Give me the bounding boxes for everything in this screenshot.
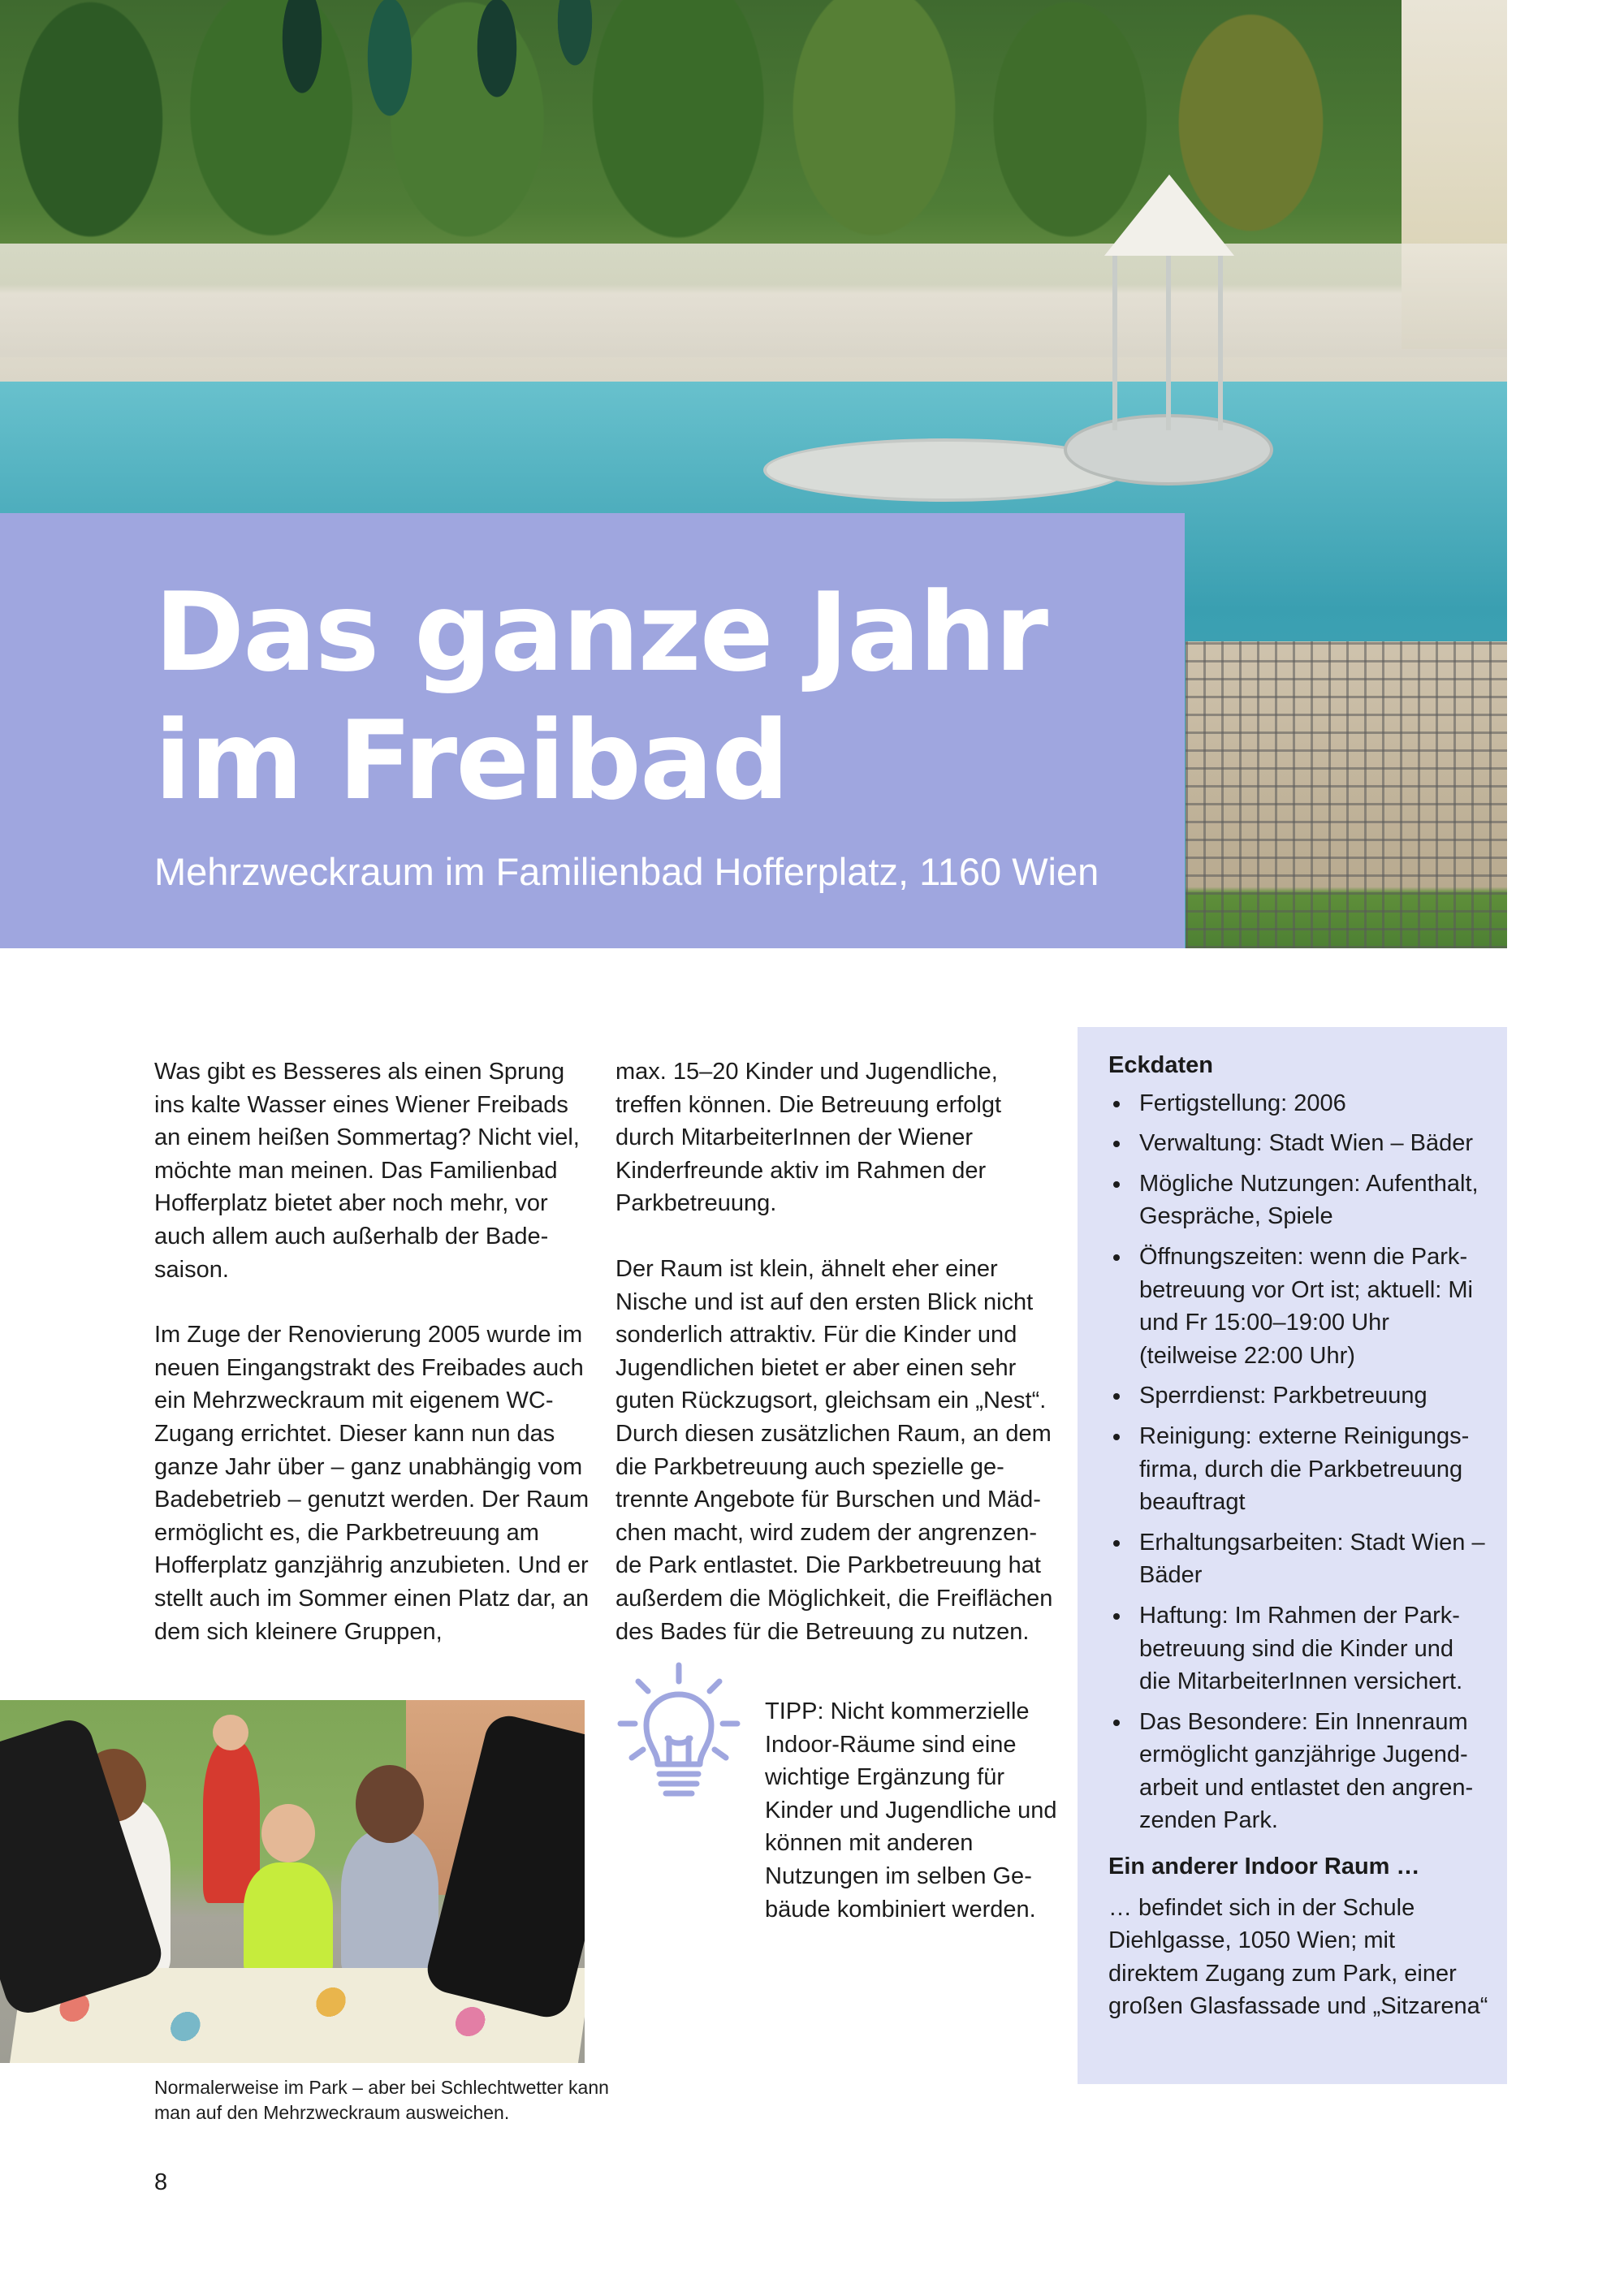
fact-item: Haftung: Im Rahmen der Parkbetreuung sind die Kinder und die MitarbeiterInnen versichert. bbox=[1108, 1599, 1490, 1698]
fact-item: Das Besondere: Ein Innenraum ermöglicht ganzjährige Jugendarbeit und entlastet den angrenzenden Park. bbox=[1108, 1706, 1490, 1837]
paragraph: Im Zuge der Renovierung 2005 wurde im neuen Eingangstrakt des Freibades auch ein Mehrzweckraum mit eigenem WC-Zugang errichtet. Dieser kann nun das ganze Jahr über – ganz unabhängig vom Badebetrieb – genutzt werden. Der Raum ermöglicht es, die Parkbetreuung am Hofferplatz ganzjährig anzubieten. Und er stellt auch im Sommer einen Platz dar, an dem sich kleinere Gruppen, bbox=[154, 1322, 590, 1645]
fact-box-heading: Eckdaten bbox=[1108, 1052, 1213, 1078]
person bbox=[341, 1830, 438, 1976]
tip-text: TIPP: Nicht kommerzielle Indoor-Räume sind eine wichtige Ergänzung für Kinder und Jugendliche und können mit anderen Nutzungen im selben Gebäude kombiniert werden. bbox=[765, 1698, 1057, 1923]
title-line-2: im Freibad bbox=[154, 697, 788, 824]
page-number: 8 bbox=[154, 2169, 168, 2195]
head bbox=[356, 1765, 424, 1843]
gazebo-pole bbox=[1112, 256, 1117, 430]
photo-caption: Normalerweise im Park – aber bei Schlechtwetter kann man auf den Mehrzweckraum ausweichen. bbox=[154, 2077, 609, 2123]
foreground-leaves bbox=[244, 0, 731, 146]
fact-item: Erhaltungsarbeiten: Stadt Wien – Bäder bbox=[1108, 1526, 1490, 1592]
gazebo-pole bbox=[1218, 256, 1223, 430]
paragraph: Der Raum ist klein, ähnelt eher einer Nische und ist auf den ersten Blick nicht sonderlich attraktiv. Für die Kinder und Jugendlichen bietet er aber einen sehr guten Rückzugsort, gleichsam ein „Nest“. Durch diesen zusätzlichen Raum, an dem die Parkbetreuung auch spezielle getrennte Angebote für Burschen und Mädchen macht, wird zudem der angrenzende Park entlastet. Die Parkbetreuung hat außerdem die Möglichkeit, die Freiflächen des Bades für die Betreuung zu nutzen. bbox=[615, 1255, 1053, 1645]
gazebo-pole bbox=[1166, 256, 1171, 430]
paragraph: Was gibt es Besseres als einen Sprung ins kalte Wasser eines Wiener Freibads an einem heißen Sommertag? Nicht viel, möchte man meinen. Das Familienbad Hofferplatz bietet aber noch mehr, vor auch allem auch außerhalb der Badesaison. bbox=[154, 1059, 580, 1283]
gazebo-roof bbox=[1104, 175, 1234, 256]
fact-item: Öffnungszeiten: wenn die Parkbetreuung vor Ort ist; aktuell: Mi und Fr 15:00–19:00 Uhr (teilweise 22:00 Uhr) bbox=[1108, 1241, 1490, 1372]
page-subtitle: Mehrzweckraum im Familienbad Hofferplatz, 1160 Wien bbox=[154, 850, 1099, 893]
head bbox=[213, 1715, 248, 1750]
page-title bbox=[154, 568, 1129, 825]
text-column-2 bbox=[615, 1055, 1054, 1648]
fact-box-text: … befindet sich in der Schule Diehlgasse, 1050 Wien; mit direktem Zugang zum Park, einer großen Glasfassade und „Sitzarena“ bbox=[1108, 1894, 1488, 2020]
fact-item: Mögliche Nutzungen: Aufenthalt, Gespräche, Spiele bbox=[1108, 1167, 1490, 1233]
head bbox=[261, 1804, 315, 1862]
person bbox=[244, 1862, 333, 1976]
fact-item: Sperrdienst: Parkbetreuung bbox=[1108, 1379, 1490, 1413]
fence bbox=[1186, 641, 1507, 948]
title-line-1: Das ganze Jahr bbox=[154, 569, 1047, 696]
fact-list bbox=[1108, 1087, 1490, 1837]
fact-item: Fertigstellung: 2006 bbox=[1108, 1087, 1490, 1120]
text-column-1 bbox=[154, 1055, 593, 1648]
paragraph: max. 15–20 Kinder und Jugendliche, treffen können. Die Betreuung erfolgt durch MitarbeiterInnen der Wiener Kinderfreunde aktiv im Rahmen der Parkbetreuung. bbox=[615, 1059, 1002, 1217]
fact-item: Verwaltung: Stadt Wien – Bäder bbox=[1108, 1127, 1490, 1160]
fact-box-subheading: Ein anderer Indoor Raum … bbox=[1108, 1854, 1420, 1880]
photo-children-playing bbox=[0, 1700, 585, 2063]
fact-item: Reinigung: externe Reinigungsfirma, durch die Parkbetreuung beauftragt bbox=[1108, 1420, 1490, 1519]
fact-box bbox=[1078, 1027, 1507, 2084]
lightbulb-icon bbox=[615, 1660, 742, 1803]
pool-wall bbox=[0, 244, 1507, 357]
